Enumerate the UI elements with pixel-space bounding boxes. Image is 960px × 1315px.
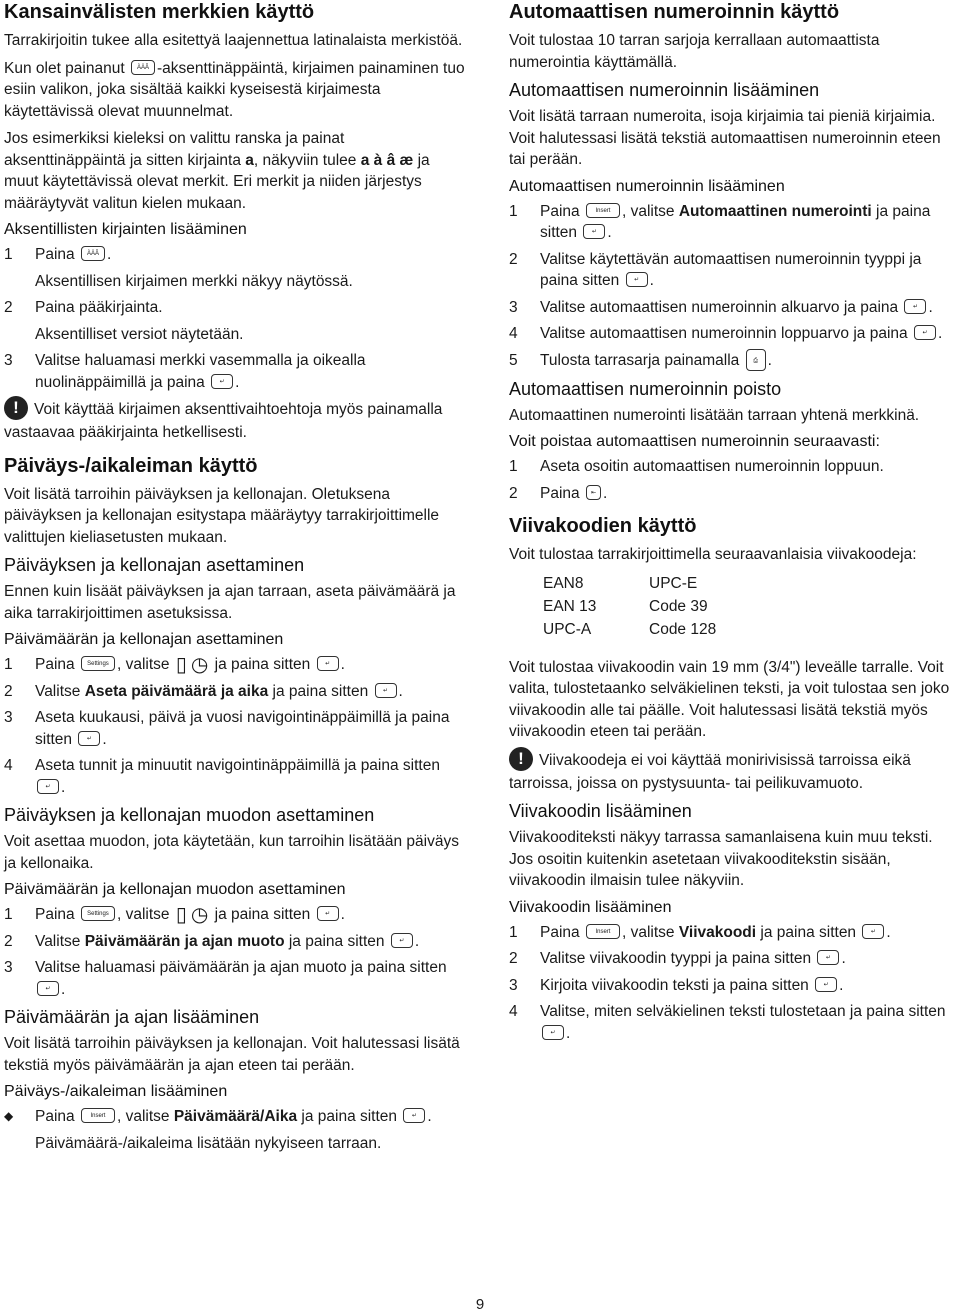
intl-chars-title: Kansainvälisten merkkien käyttö — [4, 1, 315, 23]
enter-key-icon: ↵ — [391, 933, 413, 948]
page-number: 9 — [475, 1296, 485, 1313]
auto-step-3: 3 Valitse automaattisen numeroinnin alkuarvo ja paina ↵ . — [509, 298, 933, 316]
remove-step-2: 2 Paina ⇤ . — [509, 484, 608, 502]
intl-chars-example: Jos esimerkiksi kieleksi on valittu ranska ja painat aksenttinäppäintä ja sitten kirjainta a, näkyviin tulee a à â æ ja muut käytettävissä olevat merkit. Eri merkit ja niiden järjestys määräytyvät valitun kielen mukaan. — [4, 130, 430, 212]
barcode-step-2: 2 Valitse viivakoodin tyyppi ja paina sitten ↵ . — [509, 950, 846, 967]
barcode-title: Viivakoodien käyttö — [509, 515, 697, 537]
add-date-step: ◆ Paina Insert , valitse Päivämäärä/Aika ja paina sitten ↵ . — [4, 1106, 466, 1128]
settings-key-icon: Settings — [81, 906, 115, 921]
calendar-icon: ▯ — [175, 653, 187, 676]
date-title: Päiväys-/aikaleiman käyttö — [4, 454, 258, 477]
accent-step-2: 2 Paina pääkirjainta. — [4, 299, 163, 316]
set-date-intro: Ennen kuin lisäät päiväyksen ja ajan tarraan, aseta päivämäärä ja aika tarrakirjoittimen asetuksissa. — [4, 583, 456, 622]
intl-chars-accent-key-text: Kun olet painanut ÀÄÂ -aksenttinäppäintä, kirjaimen painaminen tuo esiin valikon, joka sisältää kaikki kyseisestä kirjaimesta käytettävissä olevat muunnelmat. — [4, 59, 465, 120]
auto-remove-heading: Automaattisen numeroinnin poisto — [509, 378, 782, 399]
enter-key-icon: ↵ — [403, 1108, 425, 1123]
auto-add-sub-heading: Automaattisen numeroinnin lisääminen — [509, 177, 785, 195]
enter-key-icon: ↵ — [817, 950, 839, 965]
intl-chars-intro: Tarrakirjoitin tukee alla esitettyä laajennettua latinalaista merkistöä. — [4, 32, 463, 49]
clock-icon: ◷ — [190, 903, 209, 926]
auto-remove-intro: Automaattinen numerointi lisätään tarraan yhtenä merkkinä. — [509, 406, 920, 424]
auto-add-intro: Voit lisätä tarraan numeroita, isoja kirjaimia tai pieniä kirjaimia. Voit halutessasi lisätä tekstiä automaattisen numeroinnin eteen tai perään. — [509, 108, 941, 168]
format-heading: Päiväyksen ja kellonajan muodon asettaminen — [4, 805, 375, 825]
insert-key-icon: Insert — [81, 1108, 115, 1123]
enter-key-icon: ↵ — [78, 731, 100, 746]
right-column — [509, 0, 954, 1049]
enter-key-icon: ↵ — [914, 325, 936, 340]
clock-icon: ◷ — [190, 653, 209, 676]
delete-key-icon: ⇤ — [586, 485, 601, 500]
barcode-step-4: 4 Valitse, miten selväkielinen teksti tulostetaan ja paina sitten ↵ . — [509, 1003, 946, 1042]
accent-step-1: 1 Paina ÀÄÂ . — [4, 246, 112, 263]
auto-step-4: 4 Valitse automaattisen numeroinnin loppuarvo ja paina ↵ . — [509, 325, 943, 342]
barcode-types-table — [543, 572, 716, 641]
enter-key-icon: ↵ — [211, 374, 233, 389]
set-date-sub-heading: Päivämäärän ja kellonajan asettaminen — [4, 631, 284, 648]
add-date-heading: Päivämäärän ja ajan lisääminen — [4, 1007, 260, 1027]
date-intro: Voit lisätä tarroihin päiväyksen ja kellonajan. Oletuksena päiväyksen ja kellonajan esitystapa määräytyy tarrakirjoittimelle valittujen kieliasetusten mukaan. — [4, 485, 440, 546]
enter-key-icon: ↵ — [815, 977, 837, 992]
add-date-sub-heading: Päiväys-/aikaleiman lisääminen — [4, 1083, 228, 1100]
accent-step-2-result: Aksentilliset versiot näytetään. — [35, 325, 244, 343]
table-row: EAN8 UPC-E — [543, 574, 698, 592]
bullet-diamond-icon: ◆ — [4, 1109, 14, 1123]
settings-key-icon: Settings — [81, 656, 115, 671]
insert-key-icon: Insert — [586, 924, 620, 939]
set-step-2: 2 Valitse Aseta päivämäärä ja aika ja paina sitten ↵ . — [4, 682, 403, 700]
format-intro: Voit asettaa muodon, jota käytetään, kun tarroihin lisätään päiväys ja kellonaika. — [4, 833, 459, 872]
add-date-intro: Voit lisätä tarroihin päiväyksen ja kellonajan. Voit halutessasi lisätä tekstiä myös päivämäärän ja ajan eteen tai perään. — [4, 1035, 460, 1074]
auto-numbering-intro: Voit tulostaa 10 tarran sarjoja kerrallaan automaattista numerointia käyttämällä. — [509, 32, 880, 71]
auto-numbering-title: Automaattisen numeroinnin käyttö — [509, 1, 840, 23]
enter-key-icon: ↵ — [542, 1025, 564, 1040]
enter-key-icon: ↵ — [862, 924, 884, 939]
warning-icon: ! — [509, 747, 533, 771]
auto-remove-sub-heading: Voit poistaa automaattisen numeroinnin seuraavasti: — [509, 433, 880, 450]
enter-key-icon: ↵ — [375, 683, 397, 698]
print-key-icon: ⎙ — [746, 349, 766, 371]
enter-key-icon: ↵ — [583, 224, 605, 239]
auto-step-5: 5 Tulosta tarrasarja painamalla ⎙ . — [509, 350, 954, 372]
set-date-heading: Päiväyksen ja kellonajan asettaminen — [4, 555, 305, 575]
set-step-3: 3 Aseta kuukausi, päivä ja vuosi navigointinäppäimillä ja paina sitten ↵ . — [4, 709, 450, 748]
barcode-intro: Voit tulostaa tarrakirjoittimella seuraavanlaisia viivakoodeja: — [509, 546, 917, 563]
barcode-insert-intro: Viivakooditeksti näkyy tarrassa samanlaisena kuin muu teksti. Jos osoitin kuitenkin asetetaan viivakooditekstin sisään, viivakoodin ilmaisin tulee näkyviin. — [509, 829, 933, 889]
left-column — [4, 0, 466, 1159]
enter-key-icon: ↵ — [904, 299, 926, 314]
enter-key-icon: ↵ — [626, 272, 648, 287]
barcode-insert-sub-heading: Viivakoodin lisääminen — [509, 898, 672, 916]
format-step-3: 3 Valitse haluamasi päivämäärän ja ajan muoto ja paina sitten ↵ . — [4, 959, 447, 998]
barcode-details: Voit tulostaa viivakoodin vain 19 mm (3/4") leveälle tarralle. Voit valita, tulostetaanko selväkielinen teksti, ja voit tulostaa sen joko viivakoodin alle tai päälle. Voit halutessasi lisätä tekstiä myös viivakoodin eteen tai perään. — [509, 658, 950, 740]
barcode-note: ! Viivakoodeja ei voi käyttää monirivisissä tarroissa eikä tarroissa, joissa on pystysuunta- tai peilikuvamuoto. — [509, 748, 911, 792]
insert-key-icon: Insert — [586, 203, 620, 218]
table-row: UPC-A Code 128 — [543, 620, 717, 638]
barcode-step-1: 1 Paina Insert , valitse Viivakoodi ja paina sitten ↵ . — [509, 923, 891, 941]
auto-step-1: 1 Paina Insert , valitse Automaattinen numerointi ja paina sitten ↵ . — [509, 202, 931, 241]
auto-add-heading: Automaattisen numeroinnin lisääminen — [509, 80, 820, 100]
set-step-4: 4 Aseta tunnit ja minuutit navigointinäppäimillä ja paina sitten ↵ . — [4, 757, 440, 796]
add-date-result: Päivämäärä-/aikaleima lisätään nykyiseen tarraan. — [35, 1134, 382, 1152]
accent-key-icon: ÀÄÂ — [131, 60, 155, 75]
table-row: EAN 13 Code 39 — [543, 597, 708, 615]
enter-key-icon: ↵ — [37, 779, 59, 794]
format-step-1: 1 Paina Settings , valitse ▯ ◷ ja paina sitten ↵ . — [4, 903, 345, 926]
set-step-1: 1 Paina Settings , valitse ▯ ◷ ja paina sitten ↵ . — [4, 653, 345, 676]
accent-step-1-result: Aksentillisen kirjaimen merkki näkyy näytössä. — [35, 272, 353, 290]
accent-heading: Aksentillisten kirjainten lisääminen — [4, 221, 247, 238]
auto-step-2: 2 Valitse käytettävän automaattisen numeroinnin tyyppi ja paina sitten ↵ . — [509, 250, 922, 289]
enter-key-icon: ↵ — [37, 981, 59, 996]
accent-step-3: 3 Valitse haluamasi merkki vasemmalla ja oikealla nuolinäppäimillä ja paina ↵ . — [4, 352, 366, 391]
accent-key-icon: ÀÄÂ — [81, 246, 105, 261]
format-step-2: 2 Valitse Päivämäärän ja ajan muoto ja paina sitten ↵ . — [4, 932, 420, 950]
accent-note: ! Voit käyttää kirjaimen aksenttivaihtoehtoja myös painamalla vastaavaa pääkirjainta hetkellisesti. — [4, 398, 443, 441]
calendar-icon: ▯ — [175, 903, 187, 926]
format-sub-heading: Päivämäärän ja kellonajan muodon asettaminen — [4, 881, 346, 898]
enter-key-icon: ↵ — [317, 656, 339, 671]
warning-icon: ! — [4, 396, 28, 420]
barcode-insert-heading: Viivakoodin lisääminen — [509, 801, 692, 821]
remove-step-1: 1 Aseta osoitin automaattisen numeroinnin loppuun. — [509, 458, 884, 475]
barcode-step-3: 3 Kirjoita viivakoodin teksti ja paina sitten ↵ . — [509, 976, 844, 994]
enter-key-icon: ↵ — [317, 906, 339, 921]
